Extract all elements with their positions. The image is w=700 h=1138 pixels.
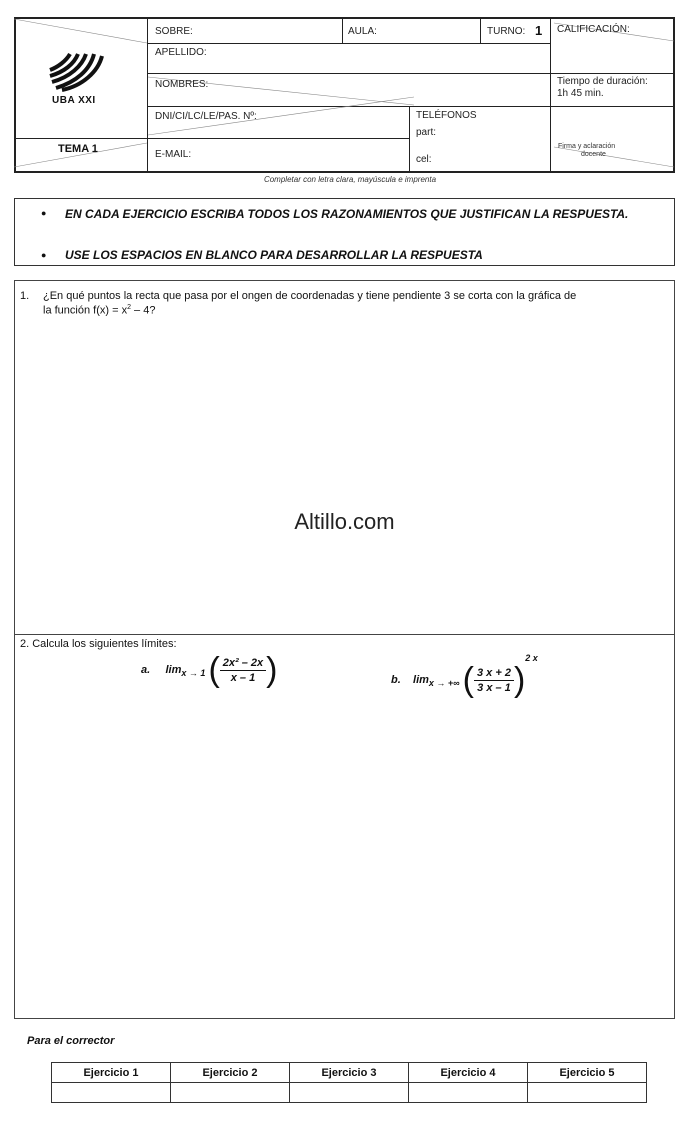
corrector-cell-3[interactable]: [290, 1083, 409, 1103]
tema-label: TEMA 1: [58, 143, 98, 155]
limit-b: [391, 653, 538, 700]
apellido-label: APELLIDO:: [155, 47, 207, 58]
corrector-title: Para el corrector: [27, 1035, 115, 1047]
corrector-table: [51, 1062, 647, 1103]
duracion-label: Tiempo de duración:: [557, 76, 648, 87]
nombres-label: NOMBRES:: [155, 79, 209, 90]
aula-label: AULA:: [348, 26, 377, 37]
watermark: Altillo.com: [294, 509, 395, 534]
corrector-cell-5[interactable]: [528, 1083, 647, 1103]
corrector-header-4: Ejercicio 4: [409, 1063, 528, 1083]
exercise-1-number: 1.: [20, 290, 30, 302]
corrector-header-5: Ejercicio 5: [528, 1063, 647, 1083]
exercise-2-title: 2. Calcula los siguientes límites:: [20, 638, 177, 650]
cel-label: cel:: [416, 154, 432, 165]
exercise-1-sup: 2: [127, 304, 131, 311]
exercise-1-text-2b: – 4?: [130, 304, 156, 317]
rules-box: [14, 198, 675, 266]
corrector-header-2: Ejercicio 2: [171, 1063, 290, 1083]
limit-b-denominator: 3 x – 1: [477, 681, 511, 694]
logo-text: UBA XXI: [52, 95, 96, 106]
instruction-text: Completar con letra clara, mayúscula e imprenta: [263, 175, 437, 184]
limit-b-label: b.: [391, 674, 401, 686]
limit-b-lim: lim: [413, 674, 429, 686]
rule-2: USE LOS ESPACIOS EN BLANCO PARA DESARROLLAR LA RESPUESTA: [65, 248, 483, 262]
paren-open: (: [208, 651, 220, 689]
limit-a-label: a.: [141, 663, 151, 676]
exercise-divider: [15, 634, 674, 635]
dni-label: DNI/CI/LC/LE/PAS. Nº:: [155, 111, 257, 122]
exercises-box: [14, 280, 675, 1019]
limit-a-denominator: x – 1: [230, 671, 256, 684]
corrector-header-1: Ejercicio 1: [52, 1063, 171, 1083]
limit-a-numerator: 2x² – 2x: [220, 657, 266, 671]
corrector-cell-2[interactable]: [171, 1083, 290, 1103]
paren-close: ): [266, 651, 278, 689]
limit-b-sub: x → +∞: [428, 678, 460, 689]
paren-close: ): [513, 661, 526, 700]
firma-label-2: docente: [581, 151, 606, 158]
exercise-1-text-2: [43, 304, 155, 317]
corrector-cell-1[interactable]: [52, 1083, 171, 1103]
corrector-header-3: Ejercicio 3: [290, 1063, 409, 1083]
bullet-icon: ●: [41, 208, 47, 218]
paren-open: (: [462, 661, 474, 700]
limit-a: [141, 653, 277, 687]
telefonos-label: TELÉFONOS: [416, 110, 477, 121]
firma-label: Firma y aclaración: [558, 143, 616, 150]
corrector-cell-4[interactable]: [409, 1083, 528, 1103]
email-label: E-MAIL:: [155, 149, 192, 160]
limit-a-sub: x → 1: [181, 668, 206, 679]
calificacion-label: CALIFICACIÓN:: [557, 24, 630, 35]
rule-1: EN CADA EJERCICIO ESCRIBA TODOS LOS RAZONAMIENTOS QUE JUSTIFICAN LA RESPUESTA.: [65, 207, 629, 221]
limit-a-lim: lim: [165, 663, 182, 676]
uba-logo-icon: [48, 52, 104, 92]
exercise-1-text: ¿En qué puntos la recta que pasa por el ongen de coordenadas y tiene pendiente 3 se corta con la gráfica de: [43, 290, 577, 302]
bullet-icon: ●: [41, 250, 47, 260]
limit-b-exponent: 2 x: [525, 653, 538, 663]
exercise-1-text-2a: la función f(x) = x: [43, 304, 128, 317]
turno-label: TURNO:: [487, 26, 526, 37]
part-label: part:: [416, 127, 437, 138]
turno-value: 1: [535, 23, 543, 38]
limit-b-numerator: 3 x + 2: [474, 667, 514, 681]
duracion-value: 1h 45 min.: [557, 88, 604, 99]
sobre-label: SOBRE:: [155, 26, 193, 37]
